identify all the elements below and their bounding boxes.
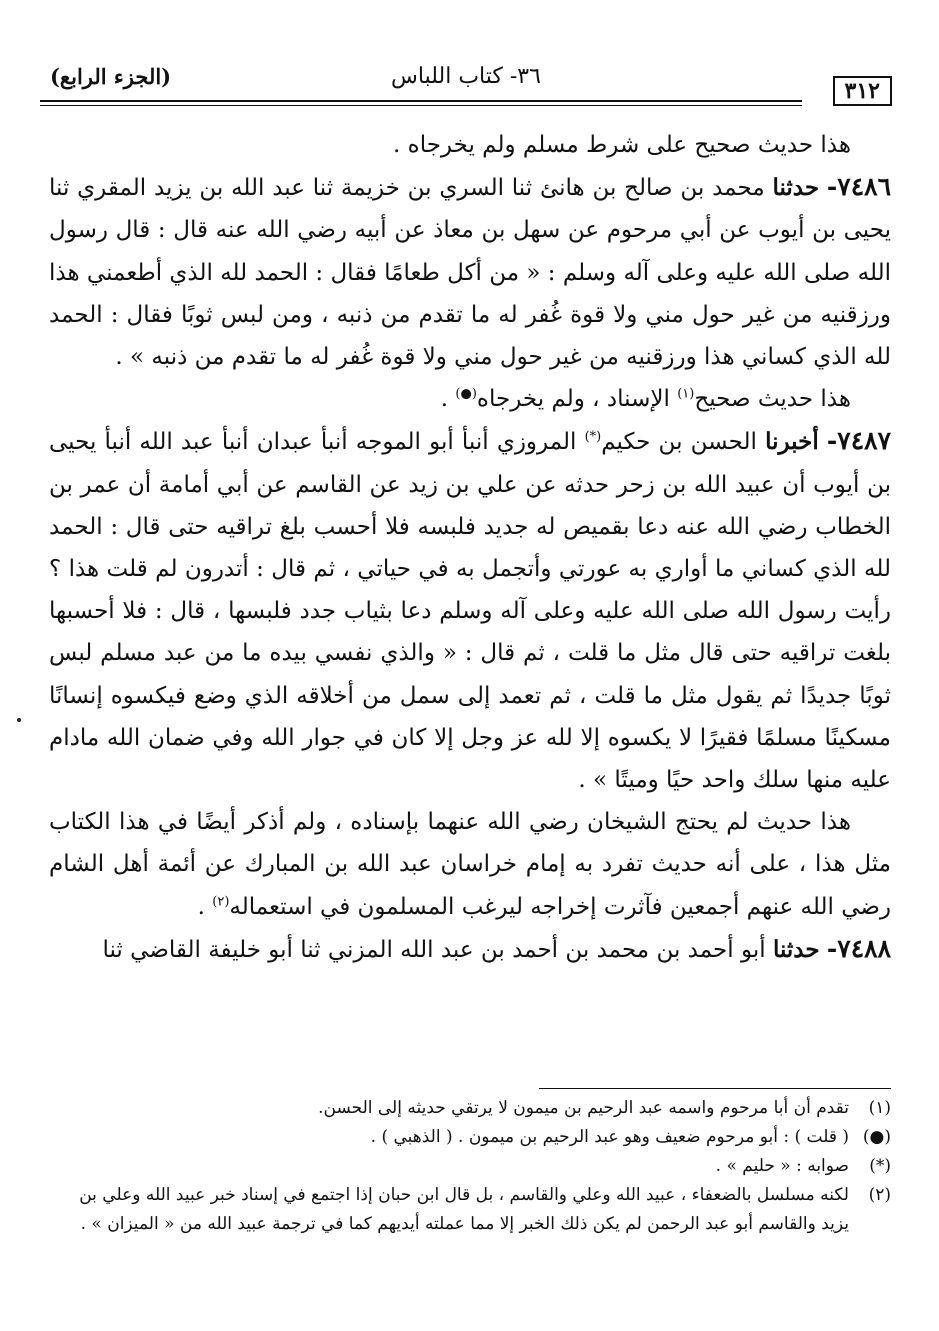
verdict-text: الإسناد ، ولم يخرجاه [476,386,678,413]
paragraph-commentary [49,801,891,928]
page-number: ٣١٢ [833,76,892,106]
hadith-number: ٧٤٨٦- [826,172,892,202]
narration-keyword: حدثنا [772,935,820,963]
hadith-7487 [49,420,891,801]
footnote-label: (٢) [868,1185,891,1205]
footnote-ref-star: (*) [584,429,602,445]
narration-keyword: أخبرنا [765,428,819,456]
hadith-text: المروزي أنبأ أبو الموجه أنبأ عبدان أنبأ عبد الله أنبأ يحيى بن أيوب أن عبيد الله بن زحر حدثه عن علي بن زيد عن القاسم عن أبي أمامة أن عمر بن الخطاب رضي الله عنه دعا بقميص له جديد فلبسه فلا أحسب بلغ تراقيه حتى قال : الحمد لله الذي كساني ما أواري به عورتي وأتجمل به في حياتي ، ثم قال : أتدرون لم قلت هذا ؟ رأيت رسول الله صلى الله عليه وعلى آله وسلم دعا بثياب جدد فلبسها ، قال : فلا أحسبها بلغت تراقيه حتى قال مثل ما قلت ، ثم قال : « والذي نفسي بيده ما من عبد مسلم لبس ثوبًا جديدًا ثم يقول مثل ما قلت ، ثم تعمد إلى سمل من أخلاقه الذي وضع فيكسوه إنسانًا مسكينًا مسلمًا فقيرًا لا يكسوه إلا لله عز وجل إلا كان في جوار الله وفي ضمان الله مادام عليه منها سلك واحد حيًا وميتًا » . [49,429,891,794]
footnote-separator [539,1088,891,1089]
footnote-label: (١) [868,1098,891,1118]
verdict-text: هذا حديث صحيح [694,386,851,413]
hadith-text: محمد بن صالح بن هانئ ثنا السري بن خزيمة ثنا عبد الله بن يزيد المقري ثنا يحيى بن أيوب عن أبي مرحوم عن سهل بن معاذ عن أبيه رضي الله عنه قال : قال رسول الله صلى الله عليه وعلى آله وسلم : « من أكل طعامًا فقال : الحمد لله الذي أطعمني هذا ورزقنيه من غير حول مني ولا قوة غُفر له ما تقدم من ذنبه ، ومن لبس ثوبًا فقال : الحمد لله الذي كساني هذا ورزقنيه من غير حول مني ولا قوة غُفر له ما تقدم من ذنبه » . [49,175,891,371]
chapter-title: ٣٦- كتاب اللباس [391,64,541,89]
scan-speck [17,718,21,722]
footnote-text: لكنه مسلسل بالضعفاء ، عبيد الله وعلي والقاسم ، بل قال ابن حبان إذا اجتمع في إسناد خبر عبيد الله وعلي بن يزيد والقاسم أبو عبد الرحمن لم يكن ذلك الخبر إلا مما عملته أيديهم كما في ترجمة عبيد الله من « الميزان » . [79,1185,849,1234]
commentary-text: هذا حديث لم يحتج الشيخان رضي الله عنهما بإسناده ، ولم أذكر أيضًا في هذا الكتاب مثل هذا ، على أنه حديث تفرد به إمام خراسان عبد الله بن المبارك عن أئمة أهل الشام رضي الله عنهم أجمعين فآثرت إخراجه ليرغب المسلمون في استعماله [49,809,891,920]
hadith-7488 [49,928,891,971]
paragraph-verdict-2 [49,378,891,420]
header-rule [40,100,802,102]
footnote-label: (●) [862,1127,891,1147]
hadith-number: ٧٤٨٧- [826,426,891,456]
footnote-label: (*) [869,1156,891,1176]
footnote-text: تقدم أن أبا مرحوم واسمه عبد الرحيم بن ميمون لا يرتقي حديثه إلى الحسن. [318,1098,849,1118]
hadith-number: ٧٤٨٨- [826,933,891,963]
footnotes [49,1094,891,1239]
footnote-text: صوابه : « حليم » . [715,1156,849,1176]
verdict-text: . [440,386,456,413]
footnote-item [49,1123,891,1152]
footnote-ref-1: (١) [677,386,695,402]
commentary-text: . [197,893,213,920]
hadith-7486 [49,166,891,378]
main-text [49,124,891,971]
header-rule-thin [40,105,802,106]
hadith-text: الحسن بن حكيم [601,429,766,456]
hadith-text: أبو أحمد بن محمد بن أحمد بن عبد الله المزني ثنا أبو خليفة القاضي ثنا [102,936,773,963]
footnote-item [49,1152,891,1181]
paragraph-verdict-1: هذا حديث صحيح على شرط مسلم ولم يخرجاه . [393,132,851,158]
volume-label: (الجزء الرابع) [50,64,172,89]
page-header [40,56,892,106]
footnote-ref-dot: (●) [455,386,477,402]
footnote-item [49,1181,891,1239]
footnote-text: ( قلت ) : أبو مرحوم ضعيف وهو عبد الرحيم بن ميمون . ( الذهبي ) . [370,1127,849,1147]
footnote-ref-2: (٢) [212,894,230,909]
narration-keyword: حدثنا [772,174,820,202]
footnote-item [49,1094,891,1123]
